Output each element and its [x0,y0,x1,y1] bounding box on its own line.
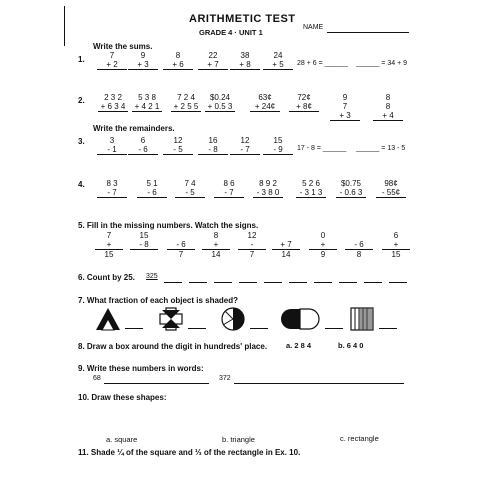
triangle-shape-icon [95,307,121,331]
question-6: 6. Count by 25. [78,273,135,282]
margin-line [64,6,65,46]
problem-top: 3 [109,136,115,145]
problem-top: 8 [385,93,391,102]
problem-bottom: - 7 [214,188,244,198]
fill-result: 14 [281,250,291,259]
problem-bottom: + 6 3 4 [98,102,128,112]
problem-top: 7 [342,102,348,111]
fill-operator: + [382,240,410,250]
problem-top: 8 3 [106,179,118,188]
fill-operator: - [238,240,266,250]
question-7: 7. What fraction of each object is shaded? [78,296,239,305]
problem-bottom: + 24¢ [250,102,280,112]
problem-top: 16 [208,136,218,145]
number-372: 372 [219,375,231,382]
problem-top: $0.24 [209,93,231,102]
problem-top: 63¢ [258,93,272,102]
problem-bottom: - 9 [263,145,293,155]
row4-problem [97,179,127,198]
row1-problem [198,51,228,70]
count-blank[interactable] [339,282,357,283]
row3-problem [128,136,158,155]
problem-bottom: - 7 [230,145,260,155]
problem-top: 15 [273,136,283,145]
row4-problem [214,179,244,198]
fill-result: 15 [391,250,401,259]
problem-top: 8 6 [223,179,235,188]
test-title: ARITHMETIC TEST [189,13,296,25]
fill-missing-problem[interactable] [238,231,266,259]
problem-bottom: + 3 [330,111,360,121]
row4-problem [137,179,167,198]
fill-result: 7 [178,250,184,259]
question-5: 5. Fill in the missing numbers. Watch the signs. [78,221,259,230]
answer-blank-circle[interactable] [250,328,268,329]
fill-top: 6 [393,231,399,240]
fill-operator: + [309,240,337,250]
problem-bottom: - 5 [163,145,193,155]
row4-problem [296,179,326,198]
row1-problem [163,51,193,70]
count-start: 325 [146,273,158,280]
fill-operator: - 6 [167,240,195,250]
problem-top: 24 [273,51,283,60]
fill-top [167,231,195,240]
fill-missing-problem[interactable] [272,231,300,259]
row1-problem [263,51,293,70]
row1-problem [230,51,260,70]
row-number-3: 3. [78,137,85,146]
fill-missing-problem[interactable] [345,231,373,259]
problem-top: 8 [385,102,391,111]
fill-top: 7 [106,231,112,240]
shape-label-triangle: b. triangle [222,435,255,444]
fill-top [272,231,300,240]
count-blank[interactable] [164,282,182,283]
problem-top: 2 3 2 [104,93,122,102]
bars-shape-icon [350,307,374,331]
count-blank[interactable] [239,282,257,283]
problem-bottom: - 0.6 3 [336,188,366,198]
problem-bottom: - 6 [137,188,167,198]
fill-missing-problem[interactable] [167,231,195,259]
problem-bottom: - 55¢ [376,188,406,198]
row2-problem [132,93,162,112]
problem-bottom: - 7 [97,188,127,198]
question-9: 9. Write these numbers in words: [78,364,204,373]
fill-operator: + [95,240,123,250]
option-a-284[interactable]: a. 2 8 4 [286,341,312,350]
words-field-372[interactable] [234,383,404,384]
question-8: 8. Draw a box around the digit in hundreds' place. [78,342,268,351]
problem-top: 5 2 6 [302,179,320,188]
fill-result: 9 [320,250,326,259]
row3-problem [230,136,260,155]
row2-problem [250,93,280,112]
answer-blank-capsule[interactable] [325,328,343,329]
words-field-68[interactable] [104,383,209,384]
problem-bottom: - 1 [97,145,127,155]
row3-eq2: ______ = 13 - 5 [356,145,406,152]
row1-problem [128,51,158,70]
fill-result: 8 [356,250,362,259]
row3-problem [97,136,127,155]
row4-problem [376,179,406,198]
fill-missing-problem[interactable] [382,231,410,259]
row2-problem [205,93,235,112]
problem-top: 8 [175,51,181,60]
problem-top: 98¢ [384,179,398,188]
instruction-remainders: Write the remainders. [93,124,175,133]
problem-bottom: - 5 [175,188,205,198]
problem-top: 72¢ [297,93,311,102]
row3-problem [163,136,193,155]
problem-bottom: + 8¢ [289,102,319,112]
problem-top: $0.75 [340,179,362,188]
row2-problem [330,93,360,121]
test-subtitle: GRADE 4 · UNIT 1 [199,28,263,37]
problem-top: 7 4 [184,179,196,188]
problem-bottom: + 5 [263,60,293,70]
row-number-4: 4. [78,180,85,189]
problem-bottom: - 3 8 0 [253,188,283,198]
fill-missing-problem[interactable] [95,231,123,259]
problem-top: 7 [109,51,115,60]
fill-operator: - 8 [130,240,158,250]
number-68: 68 [93,375,101,382]
answer-blank-bars[interactable] [379,328,397,329]
row4-problem [253,179,283,198]
question-10: 10. Draw these shapes: [78,393,167,402]
problem-bottom: + 3 [128,60,158,70]
count-blank[interactable] [364,282,382,283]
problem-bottom: - 3 1 3 [296,188,326,198]
problem-top: 5 1 [146,179,158,188]
fill-operator: + 7 [272,240,300,250]
fill-top: 12 [247,231,257,240]
row2-problem [171,93,201,112]
question-11: 11. Shade ¼ of the square and ⅓ of the rectangle in Ex. 10. [78,448,301,457]
fill-top: 15 [139,231,149,240]
row4-problem [336,179,366,198]
row1-problem [97,51,127,70]
problem-top: 22 [208,51,218,60]
problem-top: 8 9 2 [259,179,277,188]
problem-bottom: + 0.5 3 [205,102,235,112]
count-blank[interactable] [389,282,407,283]
problem-top: 12 [240,136,250,145]
fill-operator: + [202,240,230,250]
problem-bottom: + 7 [198,60,228,70]
count-blank[interactable] [289,282,307,283]
fill-top [345,231,373,240]
fill-missing-problem[interactable] [202,231,230,259]
name-field[interactable] [327,32,409,33]
problem-bottom: + 4 [373,111,403,121]
problem-top: 12 [173,136,183,145]
row2-problem [373,93,403,121]
circle-shape-icon [220,306,246,332]
count-blank[interactable] [214,282,232,283]
problem-top: 9 [140,51,146,60]
option-b-640[interactable]: b. 6 4 0 [338,341,364,350]
row2-problem [98,93,128,112]
answer-blank-cross[interactable] [188,328,206,329]
problem-bottom: + 8 [230,60,260,70]
count-blank[interactable] [189,282,207,283]
fill-operator: - 6 [345,240,373,250]
problem-bottom: + 6 [163,60,193,70]
fill-top: 8 [213,231,219,240]
problem-bottom: + 2 [97,60,127,70]
name-label: NAME [303,24,324,31]
problem-top: 5 3 8 [138,93,156,102]
count-blank[interactable] [264,282,282,283]
cross-shape-icon [158,307,184,331]
problem-top: 6 [140,136,146,145]
row3-problem [263,136,293,155]
problem-bottom: - 8 [198,145,228,155]
row2-problem [289,93,319,112]
row3-problem [198,136,228,155]
row1-eq2: ______ = 34 + 9 [356,60,407,67]
row4-problem [175,179,205,198]
row-number-2: 2. [78,96,85,105]
shape-label-square: a. square [106,435,138,444]
fill-result: 14 [211,250,221,259]
problem-top: 7 2 4 [177,93,195,102]
fill-missing-problem[interactable] [130,231,158,259]
problem-top: 38 [240,51,250,60]
problem-top: 9 [342,93,348,102]
answer-blank-triangle[interactable] [125,328,143,329]
count-blank[interactable] [314,282,332,283]
row3-eq1: 17 - 8 = ______ [297,145,347,152]
instruction-sums: Write the sums. [93,42,153,51]
fill-top: 0 [320,231,326,240]
fill-result [130,250,158,259]
shape-label-rectangle: c. rectangle [340,434,379,443]
problem-bottom: + 2 5 5 [171,102,201,112]
capsule-shape-icon [280,308,320,330]
fill-result: 15 [104,250,114,259]
fill-result: 7 [249,250,255,259]
row-number-1: 1. [78,55,85,64]
fill-missing-problem[interactable] [309,231,337,259]
problem-bottom: - 6 [128,145,158,155]
problem-bottom: + 4 2 1 [132,102,162,112]
row1-eq1: 28 + 6 = ______ [297,60,348,67]
